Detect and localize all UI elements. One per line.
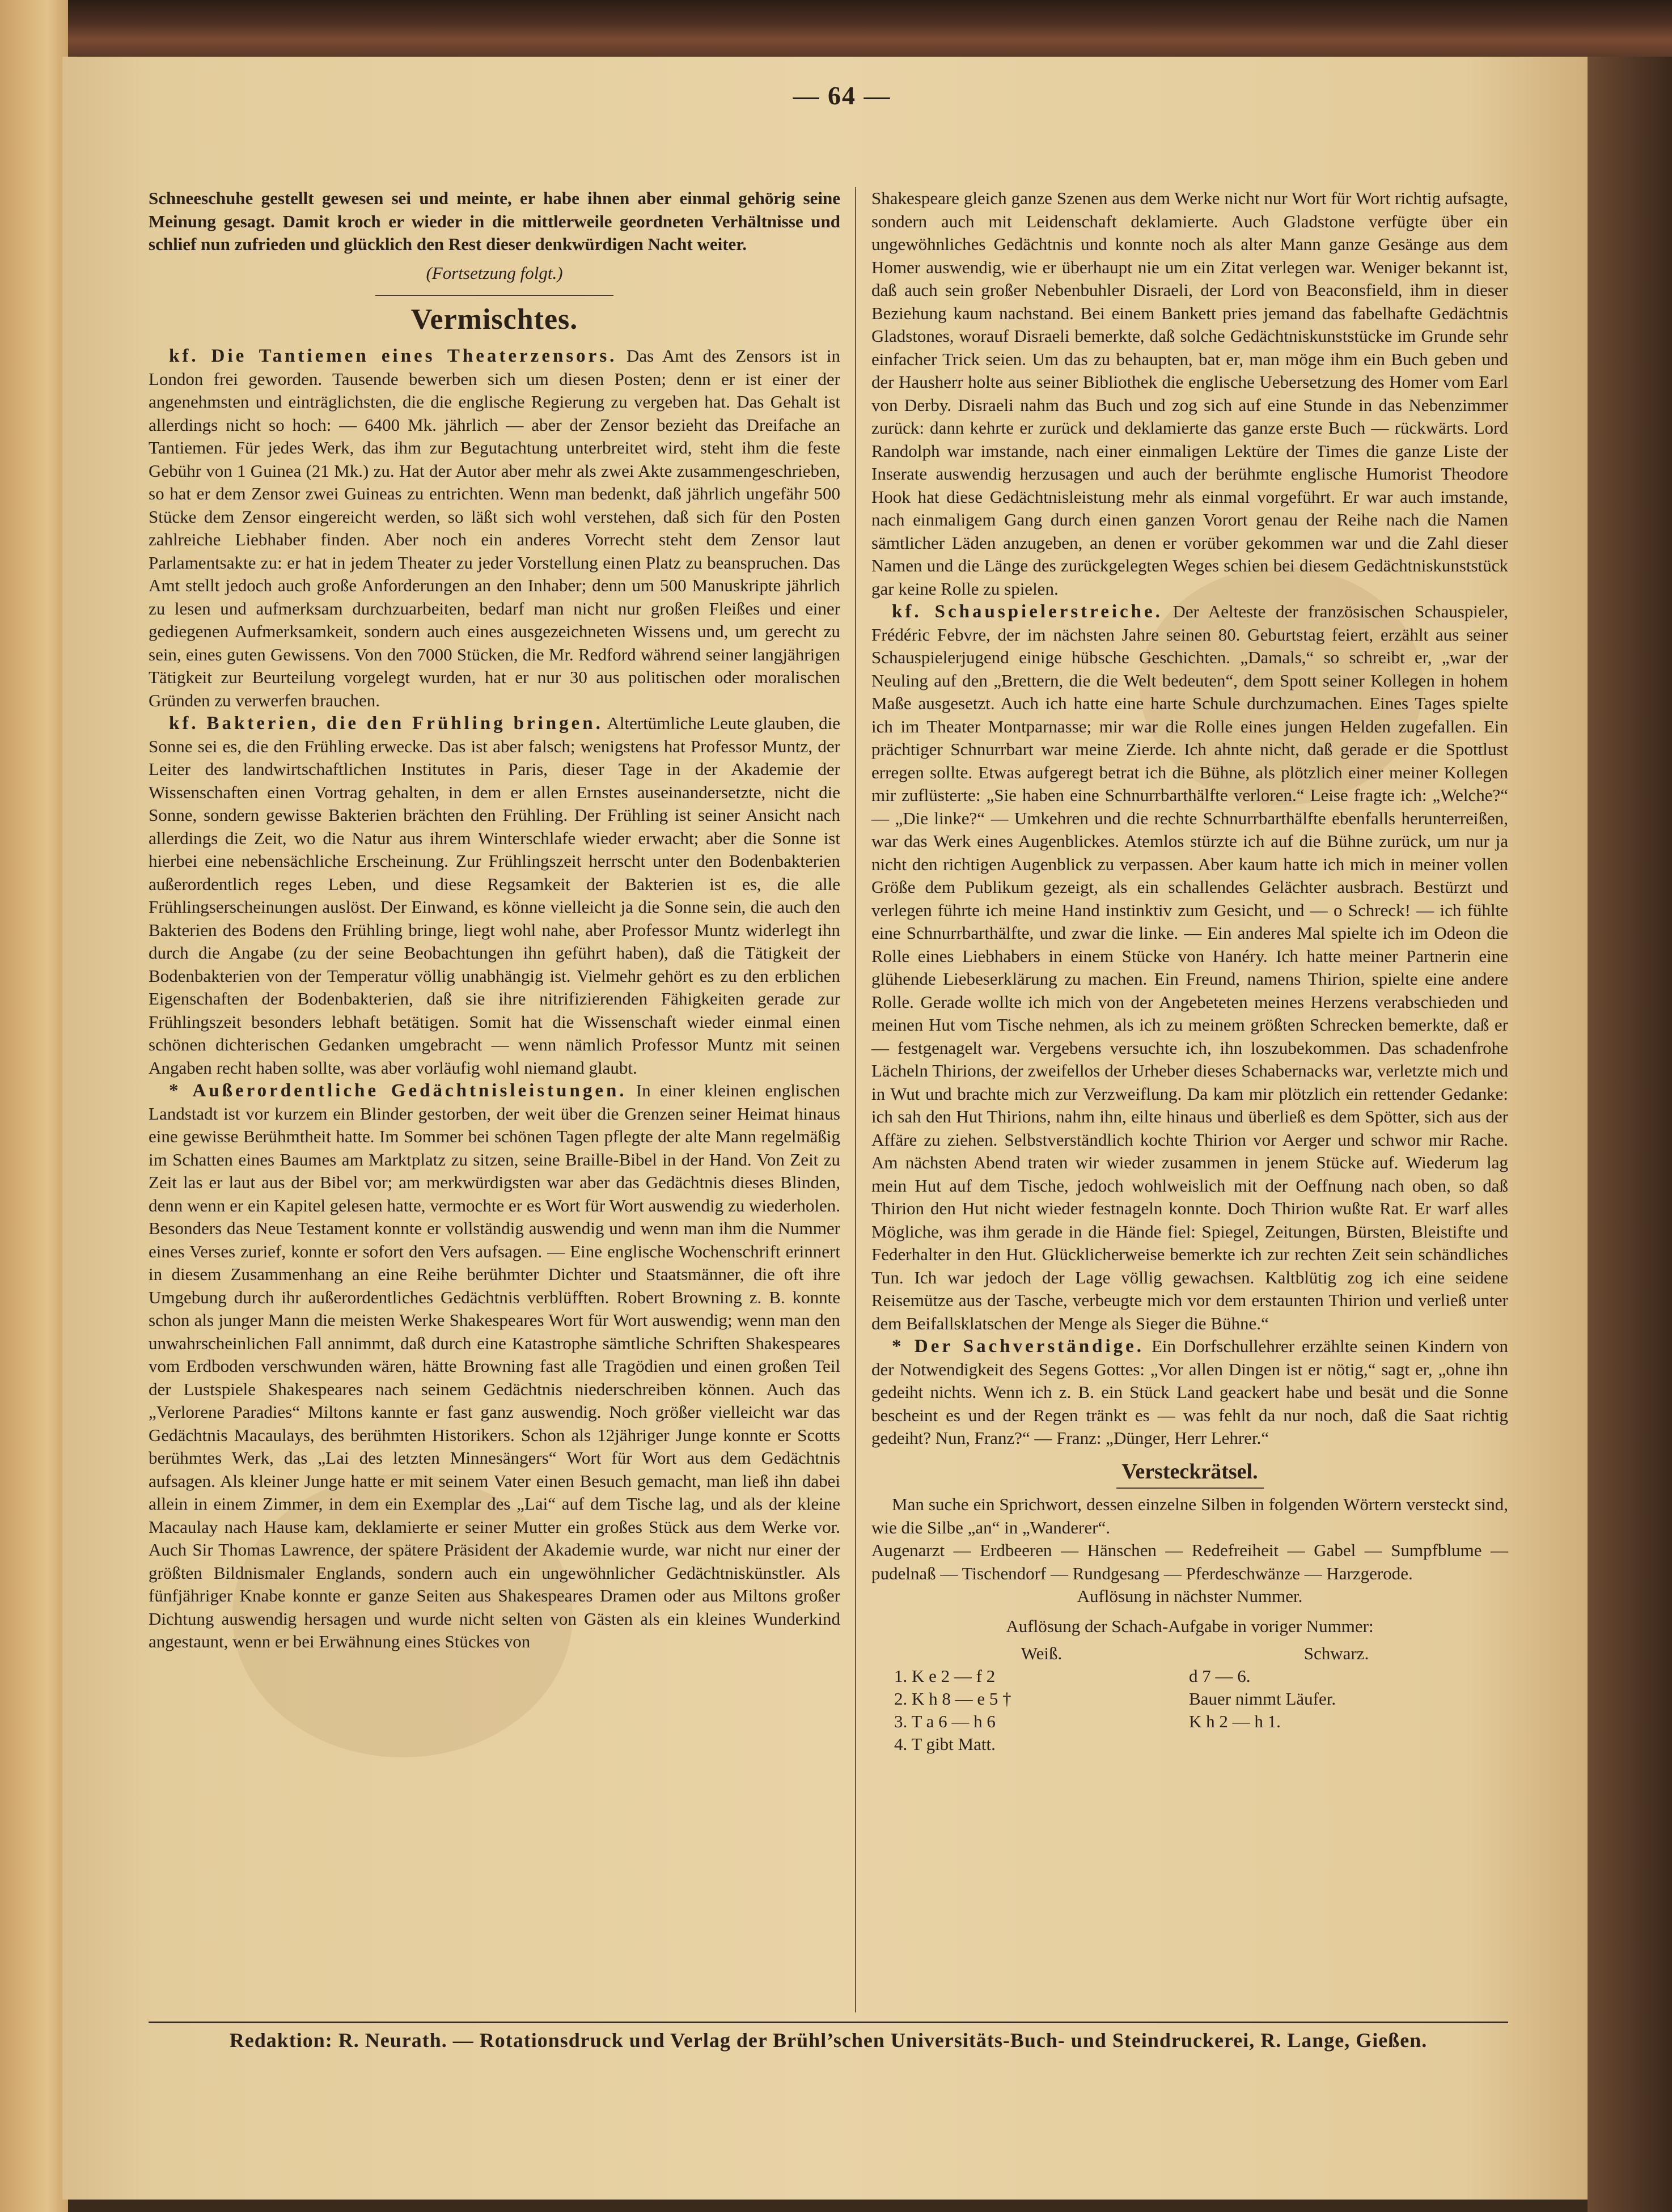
chess-move-white: 3. T a 6 — h 6 — [894, 1711, 996, 1731]
riddle-title: Versteckrätsel. — [1121, 1459, 1258, 1484]
page-number: — 64 — — [793, 81, 891, 110]
riddle-words: Augenarzt — Erdbeeren — Hänschen — Redefreiheit — Gabel — Sumpfblume — pudelnaß — Tischendorf — Rundgesang — Pferdeschwänze — Harzgerode. — [871, 1540, 1508, 1583]
chess-move-black: d 7 — 6. — [1189, 1666, 1251, 1686]
chess-move-row — [894, 1665, 1508, 1688]
article-lead: kf. Schauspielerstreiche. — [892, 601, 1163, 622]
chess-title: Auflösung der Schach-Aufgabe in voriger Nummer: — [1006, 1616, 1374, 1636]
article-sachverstaendige — [871, 1335, 1508, 1450]
article-lead: kf. Bakterien, die den Frühling bringen. — [169, 713, 603, 734]
article-text: Das Amt des Zensors ist in London frei geworden. Tausende bewerben sich um diesen Posten; denn er ist einer der angenehmsten und einträglichsten, die die englische Regierung zu vergeben hat. Das Gehalt ist allerdings nicht so hoch: — 6400 Mk. jährlich — aber der Zensor bezieht das Dreifache an Tantiemen. Für jedes Werk, das ihm zur Begutachtung unterbreitet wird, steht ihm die feste Gebühr von 1 Guinea (21 Mk.) zu. Hat der Autor aber mehr als zwei Akte zusammengeschrieben, so hat er dem Zensor zwei Guineas zu entrichten. Wenn man bedenkt, daß jährlich ungefähr 500 Stücke dem Zensor eingereicht werden, so läßt sich wohl verstehen, daß sich für den Posten zahlreiche Liebhaber finden. Aber noch ein anderes Vorrecht steht dem Zensor laut Parlamentsakte zu: er hat in jedem Theater zu jeder Vorstellung einen Platz zu beanspruchen. Das Amt stellt jedoch auch große Anforderungen an den Inhaber; denn um 500 Manuskripte jährlich zu lesen und aufmerksam durchzuarbeiten, bedarf man nicht nur großen Fleißes und einer gediegenen Aufmerksamkeit, sondern auch eines ausgezeichneten Wissens und, um gerecht zu sein, eines guten Gewissens. Von den 7000 Stücken, die Mr. Redford während seiner langjährigen Tätigkeit zur Beurteilung vorgelegt wurden, hat er nur 30 aus politischen oder moralischen Gründen zu verwerfen brauchen. — [149, 346, 840, 710]
chess-move-black — [1189, 1733, 1484, 1756]
article-lead: * Außerordentliche Gedächtnisleistungen. — [169, 1080, 627, 1101]
article-gedaechtnis — [149, 1079, 840, 1654]
article-gedaechtnis-continued: Shakespeare gleich ganze Szenen aus dem Werke nicht nur Wort für Wort richtig aufsagte, sondern auch mit Leidenschaft deklamierte. Auch Gladstone verfügte über ein ungewöhnliches Gedächtnis und konnte noch als alter Mann ganze Gesänge aus dem Homer auswendig, wie er überhaupt nie um ein Zitat verlegen war. Weniger bekannt ist, daß auch sein großer Nebenbuhler Disraeli, der Lord von Beaconsfield, ihm in dieser Beziehung kaum nachstand. Bei einem Bankett pries jemand das fabelhafte Gedächtnis Gladstones, worauf Disraeli bemerkte, daß solche Gedächtniskunststücke im Grunde sehr einfacher Trick seien. Um das zu behaupten, bat er, man möge ihm ein Buch geben und der Hausherr holte aus seiner Bibliothek die englische Uebersetzung des Homer vom Earl von Derby. Disraeli nahm das Buch und zog sich auf eine Stunde in das Nebenzimmer zurück: dann kehrte er zurück und deklamierte das ganze erste Buch — rückwärts. Lord Randolph war imstande, nach einer einmaligen Lektüre der Times die ganze Liste der Inserate auswendig herzusagen und auch der berühmte englische Humorist Theodore Hook hat diese Gedächtnisleistung mehr als einmal vorgeführt. Er war auch imstande, nach einmaligem Gang durch einen ganzen Vorort genau der Reihe nach die Namen sämtlicher Läden anzugeben, an denen er vorüber gekommen war und die Zahl dieser Namen und die Länge des zurückgelegten Weges schien bei diesem Gedächtniskunststück gar keine Rolle zu spielen. — [871, 188, 1508, 599]
article-tantiemen — [149, 345, 840, 712]
chess-move-black: Bauer nimmt Läufer. — [1189, 1689, 1336, 1709]
article-schauspielerstreiche — [871, 600, 1508, 1335]
chess-header-white: Weiß. — [1021, 1643, 1063, 1663]
riddle-rule — [1116, 1488, 1264, 1489]
article-lead: kf. Die Tantiemen eines Theaterzensors. — [169, 346, 617, 366]
article-text: Ein Dorfschullehrer erzählte seinen Kindern von der Notwendigkeit des Segens Gottes: „Vor allen Dingen ist er nötig,“ sagt er, „ohne ihn gedeiht nichts. Wenn ich z. B. ein Stück Land geackert habe und besät und die Sonne bescheint es und der Regen tränkt es — was fehlt da nur noch, daß die Saat richtig gedeiht? Nun, Franz?“ — Franz: „Dünger, Herr Lehrer.“ — [871, 1336, 1509, 1448]
imprint-footer: Redaktion: R. Neurath. — Rotationsdruck und Verlag der Brühl’schen Universitäts-Buch- und Steindruckerei, R. Lange, Gießen. — [229, 2029, 1428, 2052]
intro-paragraph: Schneeschuhe gestellt gewesen sei und meinte, er habe ihnen aber einmal gehörig seine Meinung gesagt. Damit kroch er wieder in die mittlerweile geordneten Verhältnisse und schlief nun zufrieden und glücklich den Rest dieser denkwürdigen Nacht weiter. — [149, 188, 840, 254]
chess-header-black: Schwarz. — [1303, 1643, 1369, 1663]
section-rule — [375, 295, 613, 296]
article-bakterien — [149, 712, 840, 1079]
chess-header-row — [894, 1642, 1508, 1665]
left-column — [149, 187, 840, 1654]
article-lead: * Der Sachverständige. — [892, 1336, 1145, 1357]
scan-background-right — [1588, 57, 1672, 2212]
column-divider — [855, 187, 856, 2012]
riddle-solution-note: Auflösung in nächster Nummer. — [1077, 1586, 1303, 1606]
article-text: Altertümliche Leute glauben, die Sonne sei es, die den Frühling erwecke. Das ist aber falsch; wenigstens hat Professor Muntz, der Leiter des landwirtschaftlichen Institutes in Paris, dieser Tage in der Akademie der Wissenschaften einen Vortrag gehalten, in dem er allen Ernstes auseinandersetzte, nicht die Sonne, sondern gewisse Bakterien brächten den Frühling. Der Frühling ist seiner Ansicht nach allerdings die Zeit, wo die Natur aus ihrem Winterschlafe wieder erwacht; aber die Sonne ist hierbei eine nebensächliche Erscheinung. Zur Frühlingszeit herrscht unter den Bodenbakterien außerordentlich reges Leben, und diese Regsamkeit der Bakterien ist es, die alle Frühlingserscheinungen auslöst. Der Einwand, es könne vielleicht ja die Sonne sein, die auch den Bakterien des Bodens den Frühling bringe, liegt wohl nahe, aber Professor Muntz widerlegt ihn durch die Angabe (zu der seine Beobachtungen ihn geführt haben), daß die Tätigkeit der Bodenbakterien von der Temperatur völlig unabhängig ist. Vielmehr gehört es zu den erblichen Eigenschaften der Bodenbakterien, daß sie ihre nitrifizierenden Fähigkeiten gerade zur Frühlingszeit besonders lebhaft betätigen. Somit hat die Wissenschaft wieder einmal einen schönen dichterischen Gedanken umgebracht — wenn nämlich Professor Muntz mit seinen Angaben recht haben sollte, was aber vorläufig wohl niemand glaubt. — [149, 713, 841, 1078]
scan-page-stack-left — [0, 0, 68, 2212]
riddle-intro: Man suche ein Sprichwort, dessen einzelne Silben in folgenden Wörtern versteckt sind, wie die Silbe „an“ in „Wanderer“. — [871, 1494, 1508, 1537]
chess-move-white: 4. T gibt Matt. — [894, 1734, 996, 1754]
chess-move-row — [894, 1688, 1508, 1710]
chess-move-white: 2. K h 8 — e 5 † — [894, 1689, 1011, 1709]
scan-background-top — [0, 0, 1672, 57]
chess-move-white: 1. K e 2 — f 2 — [894, 1666, 996, 1686]
chess-move-black: K h 2 — h 1. — [1189, 1711, 1281, 1731]
footer-rule — [149, 2022, 1508, 2023]
article-text: In einer kleinen englischen Landstadt ist vor kurzem ein Blinder gestorben, der weit über die Grenzen seiner Heimat hinaus eine gewisse Berühmtheit hatte. Im Sommer bei schönen Tagen pflegte der alte Mann regelmäßig im Schatten eines Baumes am Marktplatz zu sitzen, seine Braille-Bibel in der Hand. Von Zeit zu Zeit las er laut aus der Bibel vor; am merkwürdigsten war aber das Gedächtnis dieses Blinden, denn wenn er ein Kapitel gelesen hatte, vermochte er es Wort für Wort auswendig zu wiederholen. Besonders das Neue Testament konnte er vollständig auswendig und wenn man ihm die Nummer eines Verses zurief, konnte er sofort den Vers aufsagen. — Eine englische Wochenschrift erinnert in diesem Zusammenhang an eine Reihe berühmter Dichter und Staatsmänner, die oft ihre Umgebung durch ihr außerordentliches Gedächtnis verblüfften. Robert Browning z. B. konnte schon als junger Mann die meisten Werke Shakespeares Wort für Wort auswendig; wenn man den unwahrscheinlichen Fall annimmt, daß durch eine Katastrophe sämtliche Schriften Shakespeares vom Erdboden verschwunden wären, hätte Browning fast alle Tragödien und einen großen Teil der Lustspiele Shakespeares nach seinem Gedächtnis niederschreiben können. Auch das „Verlorene Paradies“ Miltons kannte er fast ganz auswendig. Noch größer vielleicht war das Gedächtnis Macaulays, des berühmten Historikers. Schon als 12jähriger Junge konnte er Scotts berühmtes Werk, das „Lai des letzten Minnesängers“ Wort für Wort aus dem Gedächtnis aufsagen. Als kleiner Junge hatte er mit seinem Vater einen Besuch gemacht, man ließ ihn dabei allein in einem Zimmer, in dem ein Exemplar des „Lai“ auf dem Tische lag, und als der kleine Macaulay nach Hause kam, deklamierte er seiner Mutter ein großes Stück aus dem Werke vor. Auch Sir Thomas Lawrence, der spätere Präsident der Akademie wurde, war nicht nur einer der größten Bildnismaler Englands, sondern auch ein ungewöhnlicher Gedächtniskünstler. Als fünfjähriger Knabe konnte er ganze Seiten aus Shakespeares Dramen oder aus Miltons großer Dichtung auswendig hersagen und wurde nicht selten von Gästen als ein kleines Wunderkind angestaunt, wenn er bei Erwähnung eines Stückes von — [149, 1080, 840, 1651]
chess-move-row — [894, 1710, 1508, 1733]
chess-move-row — [894, 1733, 1508, 1756]
section-title: Vermischtes. — [410, 303, 578, 336]
chess-solution — [894, 1642, 1508, 1756]
article-text: Der Aelteste der französischen Schauspieler, Frédéric Febvre, der im nächsten Jahre seinen 80. Geburtstag feiert, erzählt aus seiner Schauspielerjugend einige hübsche Geschichten. „Damals,“ so schreibt er, „war der Neuling auf den „Brettern, die die Welt bedeuten“, dem Spott seiner Kollegen in hohem Maße ausgesetzt. Auch ich hatte eine harte Schule durchzumachen. Eines Tages spielte ich im Theater Montparnasse; mir war die Rolle eines jungen Helden zugefallen. Ein prächtiger Schnurrbart war meine Zierde. Ich ahnte nicht, daß gerade er die Spottlust erregen sollte. Etwas aufgeregt betrat ich die Bühne, als plötzlich einer meiner Kollegen mir zuflüsterte: „Sie haben eine Schnurrbarthälfte verloren.“ Leise fragte ich: „Welche?“ — „Die linke?“ — Umkehren und die rechte Schnurrbarthälfte ebenfalls herunterreißen, war das Werk eines Augenblickes. Atemlos stürzte ich auf die Bühne zurück, um nur ja nicht den richtigen Augenblick zu verpassen. Aber kaum hatte ich mich in meiner vollen Größe dem Publikum gezeigt, als ein schallendes Gelächter ausbrach. Bestürzt und verlegen führte ich meine Hand instinktiv zum Gesicht, und — o Schreck! — ich fühlte eine Schnurrbarthälfte, und zwar die linke. — Ein anderes Mal spielte ich im Odeon die Rolle eines Liebhabers in einem Stücke von Hanéry. Ich hatte meiner Partnerin eine glühende Liebeserklärung zu machen. Ein Freund, namens Thirion, spielte eine andere Rolle. Gerade wollte ich mich von der Angebeteten meines Herzens verabschieden und meinen Hut vom Tische nehmen, als ich zu meinem größten Schrecken bemerkte, daß er — festgenagelt war. Vergebens versuchte ich, ihn loszubekommen. Das schadenfrohe Lächeln Thirions, der zweifellos der Urheber dieses Schabernacks war, verletzte mich und in Wut und brachte mich zur Verzweiflung. Da kam mir plötzlich ein rettender Gedanke: ich sah den Hut Thirions, nahm ihn, eilte hinaus und überließ es dem Spötter, sich aus der Affäre zu ziehen. Selbstverständlich kochte Thirion vor Aerger und schwor mir Rache. Am nächsten Abend traten wir wieder zusammen in jenem Stücke auf. Wiederum lag mein Hut auf dem Tische, jedoch wohlweislich mit der Oeffnung nach oben, so daß Thirion den Hut nicht wieder festnageln konnte. Doch Thirion wußte Rat. Er warf alles Mögliche, was ihm gerade in die Hände fiel: Spiegel, Zeitungen, Bürsten, Bleistifte und Federhalter in den Hut. Glücklicherweise bemerkte ich zur rechten Zeit sein schändliches Tun. Ich war jedoch der Lage völlig gewachsen. Kaltblütig zog ich eine seidene Reisemütze aus der Tasche, verbeugte mich vor dem erstaunten Thirion und verließ unter dem Beifallsklatschen der Menge als Sieger die Bühne.“ — [871, 601, 1509, 1333]
continuation-note: (Fortsetzung folgt.) — [426, 262, 563, 283]
right-column — [871, 187, 1508, 1756]
